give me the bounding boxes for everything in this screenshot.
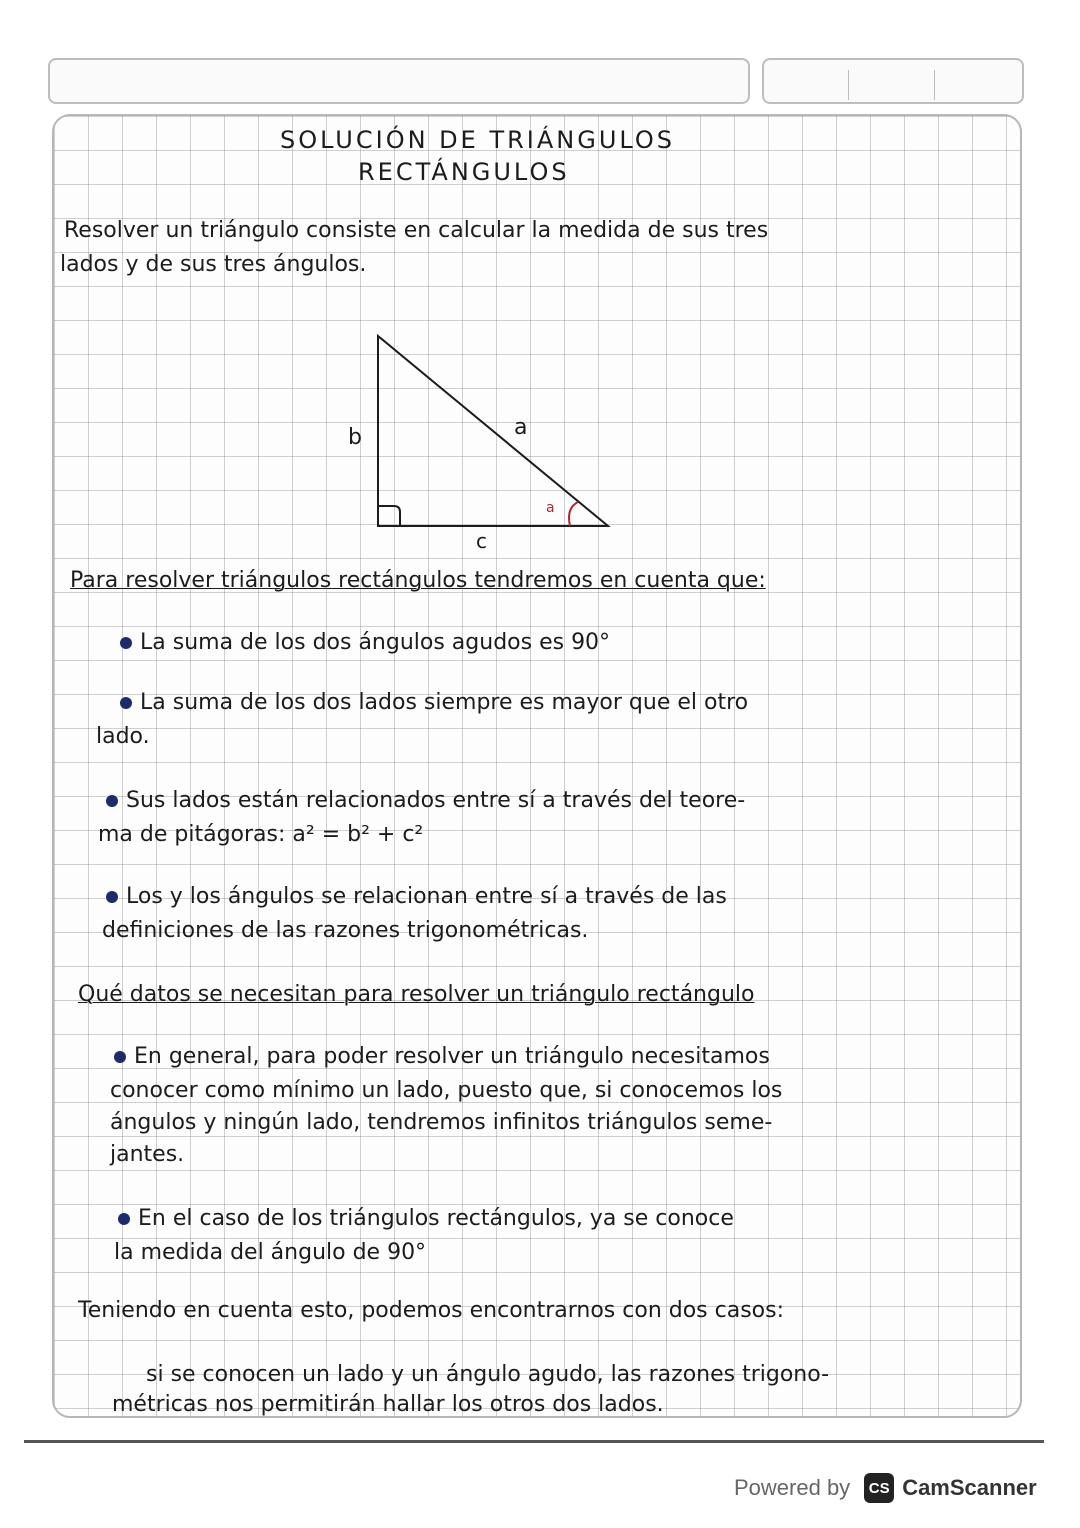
intro-line1: Resolver un triángulo consiste en calcular la medida de sus tres [64, 218, 769, 243]
section2-heading: Qué datos se necesitan para resolver un triángulo rectángulo [78, 982, 755, 1007]
bullet-continuation: jantes. [110, 1142, 185, 1167]
bullet-continuation: la medida del ángulo de 90° [114, 1240, 427, 1265]
page-title-line2: RECTÁNGULOS [358, 158, 570, 186]
camscanner-logo-icon: CS [864, 1473, 894, 1503]
label-side-c: c [476, 529, 487, 553]
bullet-item: Sus lados están relacionados entre sí a través del teore- [106, 786, 745, 816]
bullet-continuation: conocer como mínimo un lado, puesto que, si conocemos los [110, 1078, 783, 1103]
bullet-item: La suma de los dos ángulos agudos es 90° [120, 628, 610, 658]
page-title-line1: SOLUCIÓN DE TRIÁNGULOS [280, 126, 676, 154]
bullet-continuation: ma de pitágoras: a² = b² + c² [98, 822, 424, 847]
right-angle-mark [378, 506, 400, 526]
header-box-left [48, 58, 750, 104]
bullet-continuation: ángulos y ningún lado, tendremos infinitos triángulos seme- [110, 1110, 773, 1135]
header-divider [848, 70, 849, 100]
bullet-item: La suma de los dos lados siempre es mayor que el otro [120, 688, 748, 718]
camscanner-watermark [734, 1466, 1037, 1510]
section3-heading: Teniendo en cuenta esto, podemos encontrarnos con dos casos: [78, 1298, 785, 1323]
bullet-dot-icon [106, 795, 118, 807]
section3-paragraph-line2: métricas nos permitirán hallar los otros dos lados. [112, 1392, 664, 1417]
scan-edge-line [24, 1440, 1044, 1443]
bullet-dot-icon [114, 1051, 126, 1063]
bullet-dot-icon [120, 637, 132, 649]
bullet-dot-icon [118, 1213, 130, 1225]
header-box-right [762, 58, 1024, 104]
label-side-b: b [348, 425, 362, 450]
bullet-item: Los y los ángulos se relacionan entre sí a través de las [106, 882, 727, 912]
bullet-continuation: definiciones de las razones trigonométricas. [102, 918, 589, 943]
grid-sheet [52, 114, 1022, 1418]
header-divider [934, 70, 935, 100]
section3-paragraph-line1: si se conocen un lado y un ángulo agudo, las razones trigono- [146, 1362, 830, 1387]
label-angle-a: a [546, 500, 555, 516]
intro-line2: lados y de sus tres ángulos. [60, 252, 367, 277]
camscanner-brand: CamScanner [902, 1475, 1037, 1500]
section1-heading: Para resolver triángulos rectángulos tendremos en cuenta que: [70, 568, 766, 593]
label-side-a: a [514, 415, 528, 440]
angle-arc [569, 502, 578, 526]
bullet-dot-icon [106, 891, 118, 903]
powered-by-text: Powered by [734, 1475, 851, 1500]
bullet-item: En el caso de los triángulos rectángulos, ya se conoce [118, 1204, 734, 1234]
triangle-shape [378, 336, 608, 526]
bullet-dot-icon [120, 697, 132, 709]
right-triangle-diagram [348, 326, 634, 556]
bullet-continuation: lado. [96, 724, 150, 749]
bullet-item: En general, para poder resolver un triángulo necesitamos [114, 1042, 770, 1072]
